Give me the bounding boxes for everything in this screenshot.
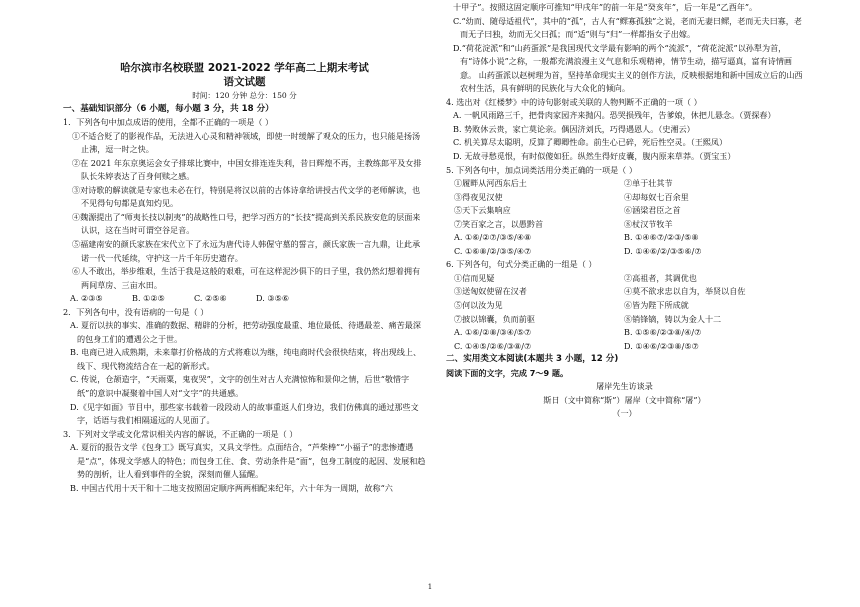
q3-option-b-cont: 十甲子”。按照这固定顺序可推知“甲戌年”的前一年是“癸亥年”，后一年是“乙酉年”。 — [453, 2, 758, 12]
choice-b: B. ①⑤⑥/②③⑧/④/⑦ — [624, 327, 702, 338]
q5-choices — [446, 231, 803, 258]
q3-option: D.“荷花淀派”和“山药蛋派”是我国现代文学最有影响的两个“流派”，“荷花淀派”以孙犁为首，有“诗体小说”之称，一般都充满浪漫主义气息和乐观精神，情节生动，描写逼真，富有诗情画意。 山药蛋派以赵树理为首，坚持革命现实主义的创作方法，反映根据地和新中国成立后的山西农村生活，具有鲜明的民族化与大众化的倾向。 — [453, 42, 803, 94]
q1-item: ③对诗歌的解读就是专家也未必在行，特别是将汉以前的古体诗拿给讲授古代文学的老师解读，也不见得句句都是真知灼见。 — [72, 184, 421, 209]
q1-item: ⑤福建南安的颜氏家族在宋代立下了永远为唐代诗人韩偓守墓的誓言，颜氏家族一言九鼎，让此承诺一代一代延续，守护这一片千年历史遗存。 — [72, 239, 421, 263]
q6-item: ⑧销锋镝，铸以为金人十二 — [624, 313, 722, 324]
article-part: （一） — [612, 408, 637, 419]
q4-option: C. 机关算尽太聪明，反算了卿卿性命。前生心已碎，死后性空灵。（王熙凤） — [453, 137, 728, 148]
q5-item: ⑥涵梁君臣之首 — [624, 205, 681, 216]
choice-b: B. ①②⑤ — [132, 293, 165, 304]
exam-subtitle: 语文试题 — [223, 76, 266, 88]
q5-item: ④却每奴七百余里 — [624, 191, 689, 202]
reading-prompt: 阅读下面的文字，完成 7～9 题。 — [446, 367, 569, 378]
q6-stem: 6. 下列各句，句式分类正确的一组是（ ） — [446, 259, 597, 270]
page-number: 1 — [427, 583, 433, 591]
exam-time-score: 时间：120 分钟 总分：150 分 — [192, 91, 297, 100]
q4-option: B. 势败休云贵，家亡莫论亲。偶因济刘氏，巧得遇恩人。（史湘云） — [453, 123, 695, 134]
q2-option: A. 夏衍以扶的事实、准确的数据、精辟的分析，把劳动强度最重、地位最低、待遇最差、痛苦最深的包身工们的遭遇公之于世。 — [70, 320, 421, 344]
choice-a: A. ②③⑤ — [70, 293, 103, 304]
q5-item: ⑧杖汉节牧羊 — [624, 218, 673, 229]
right-column — [446, 0, 803, 421]
q6-item: ④莫不欲求忠以自为，举贤以自佐 — [624, 286, 746, 297]
q1-choices — [63, 292, 426, 306]
section1-heading: 一、基础知识部分（6 小题，每小题 3 分，共 18 分） — [63, 103, 274, 114]
q2-option: B. 电商已进入成熟期，未来靠打价格战的方式将难以为继，纯电商时代会很快结束，将出现线上、线下、现代物流结合在一起的新形式。 — [70, 347, 422, 371]
q6-item: ②高祖者，其调优也 — [624, 272, 697, 283]
left-column — [63, 0, 426, 495]
q6-item: ⑥皆为陛下所成就 — [624, 300, 689, 311]
q3-option: C.“幼而、随母适祖代”，其中的“孤”，古人有“鳏寡孤独”之说，老而无妻曰鳏，老而无夫曰寡，老而无子曰独，幼而无父曰孤；而“适”则与“归”一样都指女子出嫁。 — [453, 15, 802, 40]
choice-d: D. ①④⑥/②③⑧/⑤⑦ — [624, 340, 699, 351]
section2-heading: 二、实用类文本阅读(本题共 3 小题，12 分) — [446, 354, 619, 365]
choice-c: C. ①④⑤/②⑥/③⑧/⑦ — [454, 340, 532, 351]
q2-option: D.《见字如面》节目中，那些家书载着一段段动人的故事重返人们身边，我们仿佛真的通过那些文字，话语与我们相隔遥远的人见面了。 — [70, 401, 419, 426]
q5-item: ⑤天下云集响应 — [454, 205, 511, 216]
q3-option-b-start: B. 中国古代用十天干和十二地支按照固定顺序两两相配来纪年，六十年为一周期，故称“六 — [70, 482, 393, 493]
choice-d: D. ①④⑥/②/③⑤⑥/⑦ — [624, 245, 702, 256]
q1-item: ①不适合贬了的影视作品，无法进入心灵和精神领域，即使一时缓解了观众的压力，也只能是扬汤止沸，逗一时之快。 — [72, 130, 421, 155]
choice-c: C. ②⑤⑥ — [194, 293, 227, 304]
q5-item: ③得夜见汉使 — [454, 191, 503, 202]
choice-c: C. ①⑥⑧/②/③⑤/④⑦ — [454, 245, 532, 256]
q4-option: D. 无故寻愁觅恨，有时似傻如狂。纵然生得好皮囊，腹内原来草莽。（贾宝玉） — [453, 151, 736, 162]
choice-b: B. ①④⑥⑦/②③/⑤⑧ — [624, 232, 699, 243]
q1-item: ②在 2021 年东京奥运会女子排球比赛中，中国女排连连失利，昔日辉煌不再，主教练郎平及女排队长朱婷表达了百身何赎之感。 — [72, 157, 422, 182]
q6-item: ①信而见疑 — [454, 272, 495, 283]
q3-option: A. 夏衍的报告文学《包身工》既写真实，又具文学性。点面结合，“芦柴棒”“小福子”的悲惨遭遇是“点”，体现文学感人的特色；而包身工住、食、劳动条件是“面”，包身工制度的起因、发展和趋势的剖析，让人看到事件的全貌，深刻而催人猛醒。 — [70, 442, 426, 480]
choice-a: A. ①⑥/②⑦/③⑤/④⑧ — [454, 232, 532, 243]
q4-stem: 4. 选出对《红楼梦》中的诗句影射或关联的人物判断不正确的一项（ ） — [446, 96, 702, 107]
q4-option: A. 一帆风雨路三千，把骨肉家园齐来抛闪。恐哭损残年，告爹娘，休把儿悬念。（贾探春） — [453, 110, 776, 121]
choice-d: D. ③⑤⑥ — [256, 293, 290, 304]
q5-stem: 5. 下列各句中，加点词类活用分类正确的一项是（ ） — [446, 164, 637, 175]
article-title: 屠岸先生访谈录 — [596, 381, 653, 392]
q5-item: ①履畔从河西东后土 — [454, 178, 527, 189]
q5-items — [446, 177, 803, 231]
q1-item: ④魏源提出了“师夷长技以制夷”的战略性口号，把学习西方的“长技”提高到关系民族安危的层面来认识，这在当时可谓空谷足音。 — [72, 211, 421, 236]
q6-item: ③送匈奴使留在汉者 — [454, 286, 527, 297]
q6-item: ⑤何以汝为见 — [454, 300, 503, 311]
q1-stem: 1．下列各句中加点成语的使用，全都不正确的一项是（ ） — [63, 117, 274, 128]
q6-choices — [446, 326, 803, 353]
q2-option: C. 传说，仓颉造字，“天雨粟，鬼夜哭”，文字的创生对古人充满惊怖和景仰之情，后世“敬惜字纸”的意识中凝聚着中国人对“文字”的共通感。 — [70, 374, 410, 399]
q2-stem: 2．下列各句中，没有语病的一句是（ ） — [63, 306, 209, 317]
q5-item: ②单于壮其节 — [624, 178, 673, 189]
q6-items — [446, 272, 803, 326]
exam-title: 哈尔滨市名校联盟 2021-2022 学年高二上期末考试 — [120, 62, 369, 74]
q5-item: ⑦笑百家之言，以愚黔首 — [454, 218, 544, 229]
q1-item: ⑥人不敢出，举步维艰，生活于我是这般的艰难，可在这样泥沙俱下的日子里，我仍然幻想着拥有两间草房、三亩水田。 — [72, 266, 421, 290]
article-byline: 斯日（文中简称“斯”）屠岸（文中简称“屠”） — [543, 394, 706, 405]
q3-stem: 3．下列对文学或文化常识相关内容的解说，不正确的一项是（ ） — [63, 428, 298, 439]
q6-item: ⑦披以锦囊，负而前驱 — [454, 313, 535, 324]
choice-a: A. ①⑥/②⑧/③④/⑤⑦ — [454, 327, 532, 338]
